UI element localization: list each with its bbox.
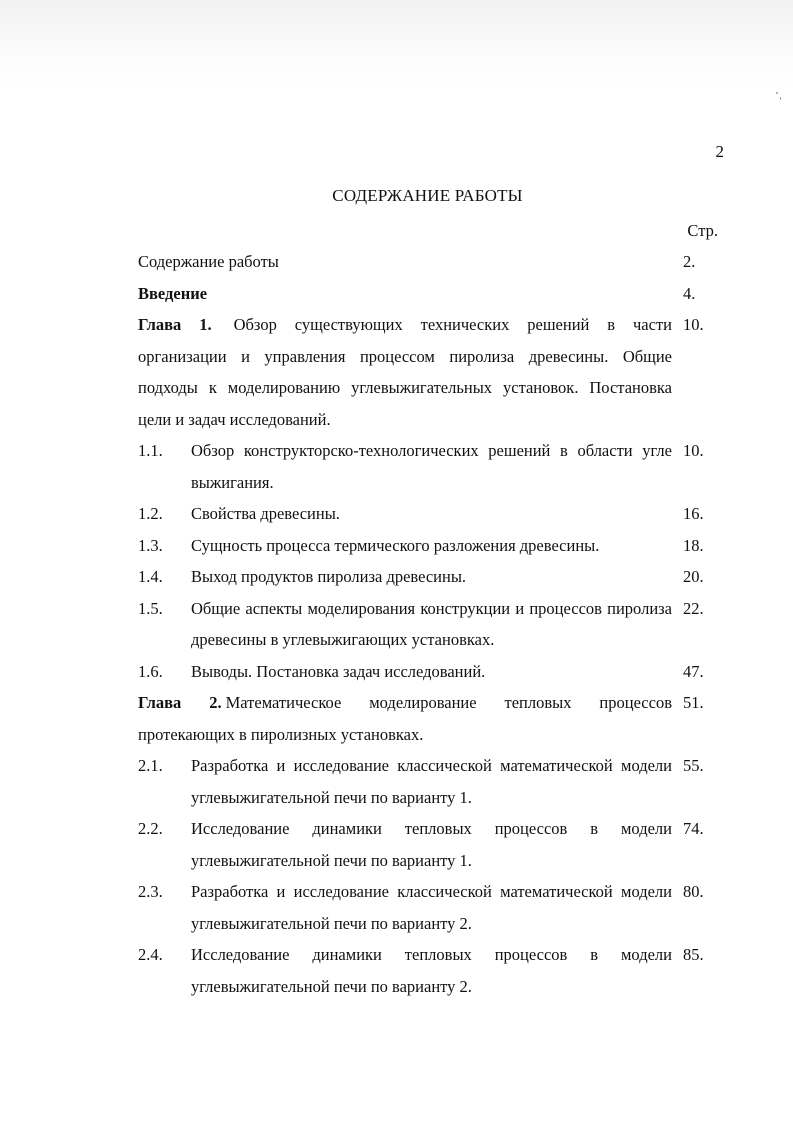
toc-entry-introduction [138,278,722,310]
toc-entry-text: Выход продуктов пиролиза древесины. [191,567,467,586]
toc-entry-section [138,876,722,939]
section-number: 1.5. [138,598,163,618]
chapter-title: Обзор существующих технических решений в части организации и управления процессом пиролиза древесины. Общие подходы к моделированию углевыжигательных установок. Постановка цели и задач исследований. [138,315,672,429]
toc-entry-page: 4. [683,283,696,303]
section-number: 1.2. [138,504,163,523]
section-number: 2.3. [138,882,163,901]
toc-entry-text: Исследование динамики тепловых процессов в модели углевыжигательной печи по варианту 2. [191,945,672,996]
toc-entry-section [138,435,722,498]
toc-entry-page: 10. [683,441,704,460]
toc-entry-section [138,498,722,530]
toc-entry-text [138,309,672,435]
toc-entry-text: Обзор конструкторско-технологических решений в области угле выжигания. [191,441,672,492]
section-number: 2.2. [138,819,163,838]
toc-entry-chapter-2 [138,687,722,750]
toc-entry-page: 22. [683,598,704,618]
scan-speck [780,97,781,100]
toc-entry-text: Свойства древесины. [191,504,340,523]
toc-entry-page: 47. [683,661,704,681]
toc-entry-text: Выводы. Постановка задач исследований. [191,661,486,681]
toc-entry-text: Сущность процесса термического разложения древесины. [191,535,600,555]
toc-entry-text: Разработка и исследование классической математической модели углевыжигательной печи по варианту 2. [191,882,672,933]
toc-entry-page: 51. [683,693,704,712]
toc-entry-text: Исследование динамики тепловых процессов в модели углевыжигательной печи по варианту 1. [191,819,672,870]
toc-entry-page: 2. [683,252,696,271]
chapter-label: Глава 1. [138,315,212,334]
toc-entry-contents [138,246,722,278]
toc-entry-section [138,656,722,688]
toc-entry-section [138,530,722,562]
toc-entry-page: 74. [683,819,704,838]
toc-entry-chapter-1 [138,309,722,435]
toc-entry-page: 20. [683,567,704,586]
toc-entry-page: 16. [683,504,704,523]
toc-entry-section [138,939,722,1002]
toc-entry-text: Общие аспекты моделирования конструкции и процессов пиролиза древесины в углевыжигающих установках. [191,598,672,649]
toc-entry-section [138,561,722,593]
scan-speck [776,92,778,94]
toc-entry-text: Содержание работы [138,252,279,271]
toc-entry-text: Разработка и исследование классической математической модели углевыжигательной печи по варианту 1. [191,756,672,807]
toc-entry-page: 85. [683,945,704,964]
section-number: 2.4. [138,945,163,964]
page-column-header: Стр. [687,221,718,240]
page-number: 2 [715,142,724,161]
toc-entry-section [138,593,722,656]
page-title: СОДЕРЖАНИЕ РАБОТЫ [332,186,523,205]
section-number: 1.6. [138,661,163,681]
table-of-contents [138,216,722,1002]
chapter-title: Математическое моделирование тепловых процессов протекающих в пиролизных установках. [138,693,672,744]
section-number: 1.3. [138,535,163,555]
toc-entry-page: 18. [683,535,704,555]
toc-entry-text [138,687,672,750]
toc-entry-page: 10. [683,315,704,334]
scan-shading [0,0,793,90]
chapter-label: Глава 2. [138,693,222,712]
toc-entry-text: Введение [138,283,208,303]
toc-entry-section [138,750,722,813]
toc-entry-section [138,813,722,876]
toc-entry-page: 55. [683,756,704,775]
section-number: 1.1. [138,441,163,460]
toc-entry-page: 80. [683,882,704,901]
section-number: 2.1. [138,756,163,775]
section-number: 1.4. [138,567,163,586]
